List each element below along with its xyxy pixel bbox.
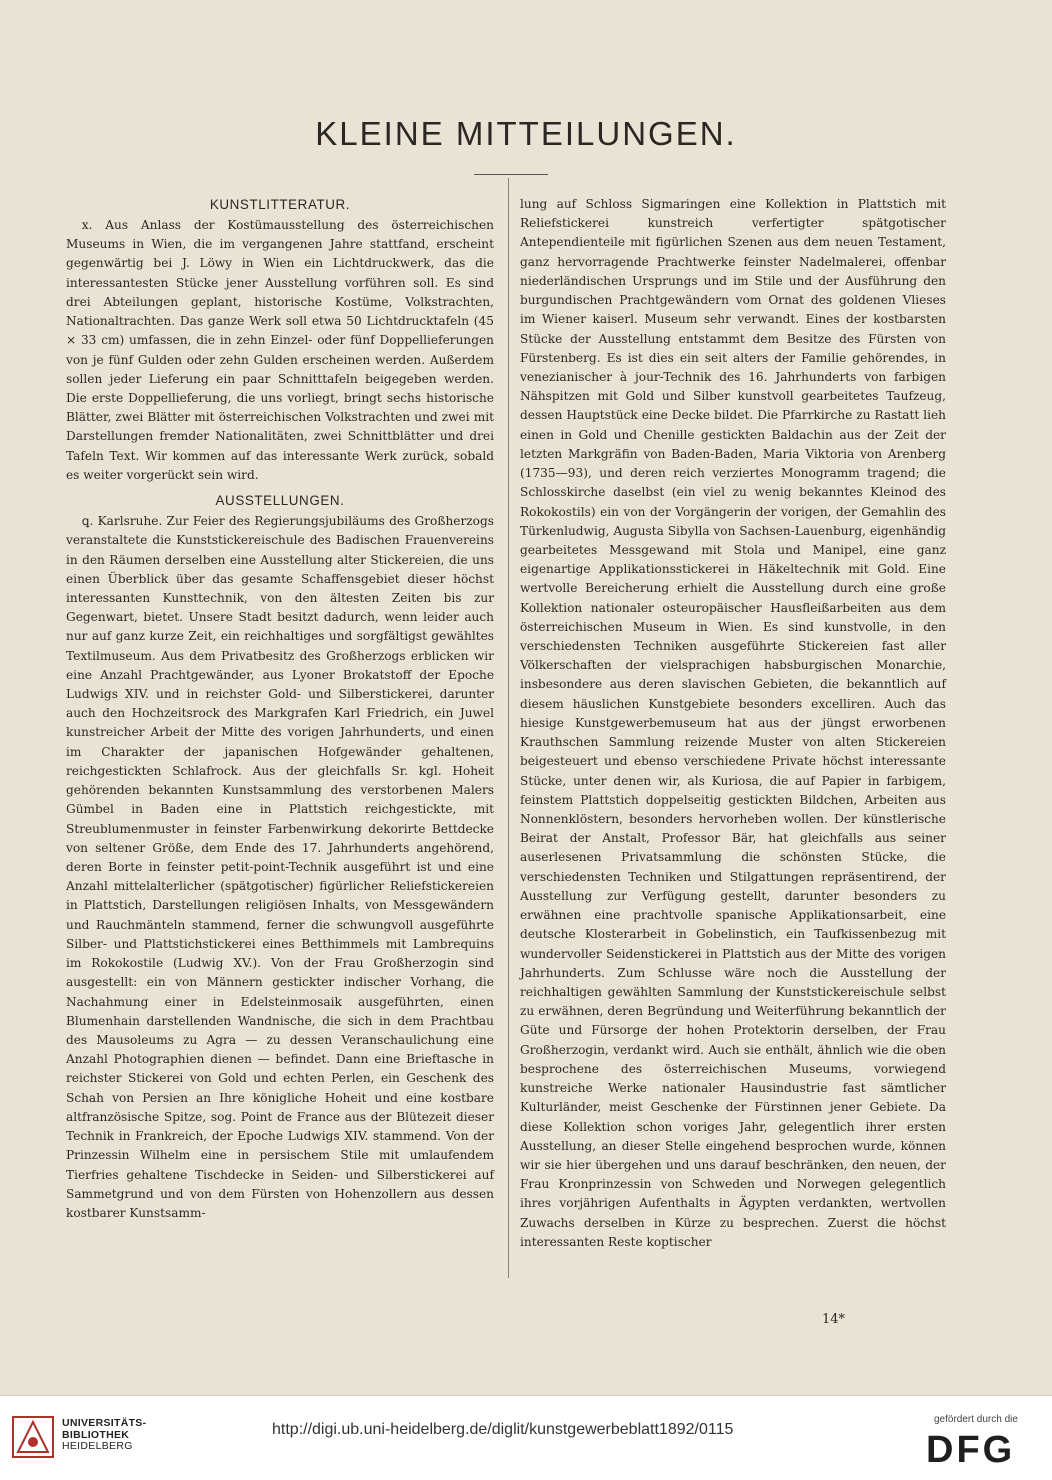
page-number: 14*: [822, 1312, 846, 1327]
funding-caption: gefördert durch die: [934, 1414, 1018, 1425]
section-heading-ausstellungen: AUSSTELLUNGEN.: [215, 493, 345, 509]
left-column: [66, 195, 494, 1223]
page-title: KLEINE MITTEILUNGEN.: [315, 115, 737, 152]
article-karlsruhe: ꝗ. Karlsruhe. Zur Feier des Regierungsjubiläums des Großherzogs veranstaltete die Kunststickereischule des Badischen Frauenvereins in den Räumen derselben eine Ausstellung alter Stickereien, die uns einen Überblick über das gesamte Schaffensgebiet dieser höchst interessanten Kunsttechnik, von den ältesten Zeiten bis zur Gegenwart, bietet. Unsere Stadt besitzt dadurch, wenn leider auch nur auf ganz kurze Zeit, ein reichhaltiges und sorgfältigst gewähltes Textilmuseum. Aus dem Privatbesitz des Großherzogs erblicken wir eine Anzahl Prachtgewänder, aus Lyoner Brokatstoff der Epoche Ludwigs XIV. und in reichster Gold- und Silberstickerei, darunter auch den Hochzeitsrock des Markgrafen Karl Friedrich, ein Juwel kunstreicher Arbeit der Mitte des vorigen Jahrhunderts, und einen im Charakter der japanischen Hofgewänder gehaltenen, reichgestickten Schlafrock. Aus der gleichfalls Sr. kgl. Hoheit gehörenden bekannten Kunstsammlung des verstorbenen Malers Gümbel in Baden eine in Plattstich reichgestickte, mit Streublumenmuster in feinster Farbenwirkung dekorirte Bettdecke von seltener Größe, dem Ende des 17. Jahrhunderts angehörend, deren Borte in feinster petit-point-Technik ausgeführt ist und eine Anzahl mittelalterlicher (spätgotischer) figürlicher Reliefstickereien in Plattstich, Darstellungen religiösen Inhalts, von Messgewändern und Rauchmänteln stammend, ferner die schwungvoll ausgeführte Silber- und Plattstichstickerei eines Betthimmels mit Lambrequins im Rokokostile (Ludwig XV.). Von der Frau Großherzogin sind ausgestellt: ein von Männern gestickter indischer Vorhang, die Nachahmung einer in Edelsteinmosaik ausgeführten, einen Blumenhain darstellenden Wandnische, die sich in dem Prachtbau des Mausoleums zu Agra — zu dessen Veranschaulichung eine Anzahl Photographien dienen — befindet. Dann eine Brieftasche in reichster Stickerei von Gold und echten Perlen, ein Geschenk des Schah von Persien an Ihre königliche Hoheit und eine kostbare altfranzösische Spitze, sog. Point de France aus der Blütezeit dieser Technik in Frankreich, der Epoche Ludwigs XIV. stammend. Von der Prinzessin Wilhelm eine in persischem Stile mit umlaufendem Tierfries gehaltene Tischdecke in Seiden- und Silberstickerei auf Sammetgrund und von dem Fürsten von Hohenzollern aus dessen kostbarer Kunstsamm-: [66, 514, 494, 1220]
section-heading-kunstlitteratur: KUNSTLITTERATUR.: [209, 197, 351, 212]
article-karlsruhe-continued: lung auf Schloss Sigmaringen eine Kollektion in Plattstich mit Reliefstickerei kunstreich verfertigter spätgotischer Antependienteile mit figürlichen Szenen aus dem neuen Testament, ganz hervorragende Prachtwerke feinster Nadelmalerei, offenbar niederländischen Ursprungs und im Stile und der Ausführung den burgundischen Prachtgewändern vom Ornat des goldenen Vlieses im Wiener kaiserl. Museum sehr verwandt. Eines der kostbarsten Stücke der Ausstellung entstammt dem Besitze des Fürsten von Fürstenberg. Es ist dies ein seit alters der Familie gehörendes, in venezianischer à jour-Technik des 16. Jahrhunderts von farbigen Nähspitzen mit Gold und Silber kunstvoll gearbeitetes Taufzeug, dessen Hauptstück eine Decke bildet. Die Pfarrkirche zu Rastatt lieh einen in Gold und Chenille gestickten Baldachin aus der Zeit der letzten Markgräfin von Baden-Baden, Maria Viktoria von Arenberg (1735—93), und deren reich verziertes Monogramm tragend; die Schlosskirche daselbst (ein viel zu wenig bekanntes Kleinod des Rokokostils) ein von der Vorgängerin der vorigen, der Gemahlin des Türkenludwig, Augusta Sibylla von Sachsen-Lauenburg, eigenhändig gearbeitetes Messgewand mit Stola und Manipel, eine ganz eigenartige Applikationsstickerei in Häkeltechnik mit Gold. Eine wertvolle Bereicherung erhielt die Ausstellung durch eine große Kollektion nationaler osteuropäischer Hausfleißarbeiten aus dem österreichischen Museum in Wien. Es sind kunstvolle, in den verschiedensten Techniken ausgeführte Stickereien fast aller Völkerschaften der vielsprachigen habsburgischen Monarchie, insbesondere aus deren slavischen Gebieten, die bekanntlich auf diesem häuslichen Kunstgebiete besonders excelliren. Auch das hiesige Kunstgewerbemuseum hat aus der jüngst erworbenen Krauthschen Sammlung reizende Muster von alten Stickereien beigesteuert und ebenso verschiedene Private höchst interessante Stücke, unter denen wir, als Kuriosa, die auf Papier in farbigem, feinstem Plattstich doppelseitig gestickten Bildchen, Arbeiten aus Nonnenklöstern, besonders hervorheben wollen. Der künstlerische Beirat der Anstalt, Professor Bär, hat gleichfalls aus seiner auserlesenen Privatsammlung die schönsten Stücke, die verschiedensten Techniken und Stilgattungen repräsentirend, der Ausstellung zur Verfügung gestellt, darunter besonders zu erwähnen eine prachtvolle spanische Applikationsarbeit, eine deutsche Klosterarbeit in Gobelinstich, ein Taufkissenbezug mit wundervoller Seidenstickerei in Plattstich aus der Mitte des vorigen Jahrhunderts. Zum Schlusse wäre noch die Ausstellung der reichhaltigen gewählten Sammlung der Kunststickereischule selbst zu erwähnen, deren Begründung und Weiterführung bekanntlich der Güte und Fürsorge der hohen Protektorin derselben, der Frau Großherzogin, verdankt wird. Auch sie enthält, ähnlich wie die oben besprochene des österreichischen Museums, vorwiegend kunstreiche Werke nationaler Hausindustrie fast sämtlicher Kulturländer, meist Geschenke der Fürstinnen jener Gebiete. Da diese Kollektion schon voriges Jahr, gelegentlich ihrer ersten Ausstellung, an dieser Stelle eingehend besprochen wurde, können wir sie hier übergehen und uns darauf beschränken, den neuen, der Frau Kronprinzessin von Schweden und Norwegen gelegentlich ihres vorjährigen Aufenthalts in Ägypten verdankten, wertvollen Zuwachs derselben in Kürze zu besprechen. Zuerst die höchst interessanten Reste koptischer: [520, 197, 946, 1249]
title-divider: [474, 174, 548, 175]
source-url-link[interactable]: http://digi.ub.uni-heidelberg.de/diglit/kunstgewerbeblatt1892/0115: [272, 1421, 734, 1438]
institution-name: [62, 1418, 146, 1453]
column-divider: [508, 178, 509, 1278]
footer-bar: [0, 1395, 1052, 1480]
institution-line: BIBLIOTHEK: [62, 1428, 130, 1441]
institution-line: UNIVERSITÄTS-: [62, 1417, 147, 1429]
institution-line: HEIDELBERG: [62, 1440, 133, 1452]
dfg-logo: DFG: [926, 1429, 1016, 1471]
university-seal-icon: [10, 1414, 56, 1460]
article-kostuemausstellung: x. Aus Anlass der Kostümausstellung des österreichischen Museums in Wien, die im vergangenen Jahre stattfand, erscheint gegenwärtig bei J. Löwy in Wien ein Lichtdruckwerk, das die interessantesten Stücke jener Ausstellung vorführen soll. Es sind drei Abteilungen geplant, historische Kostüme, Volkstrachten, Nationaltrachten. Das ganze Werk soll etwa 50 Lichtdrucktafeln (45 × 33 cm) umfassen, die in zehn Einzel- oder fünf Doppellieferungen von je fünf Gulden oder zehn Gulden erscheinen werden. Außerdem sollen jeder Lieferung ein paar Schnitttafeln beigegeben werden. Die erste Doppellieferung, die uns vorliegt, bringt sechs historische Blätter, zwei Blätter mit österreichischen Volkstrachten und zwei mit Darstellungen fremder Nationalitäten, zwei Schnittblätter und drei Tafeln Text. Wir kommen auf das interessante Werk zurück, sobald es weiter vorgerückt sein wird.: [66, 218, 494, 482]
right-column: [520, 195, 946, 1252]
